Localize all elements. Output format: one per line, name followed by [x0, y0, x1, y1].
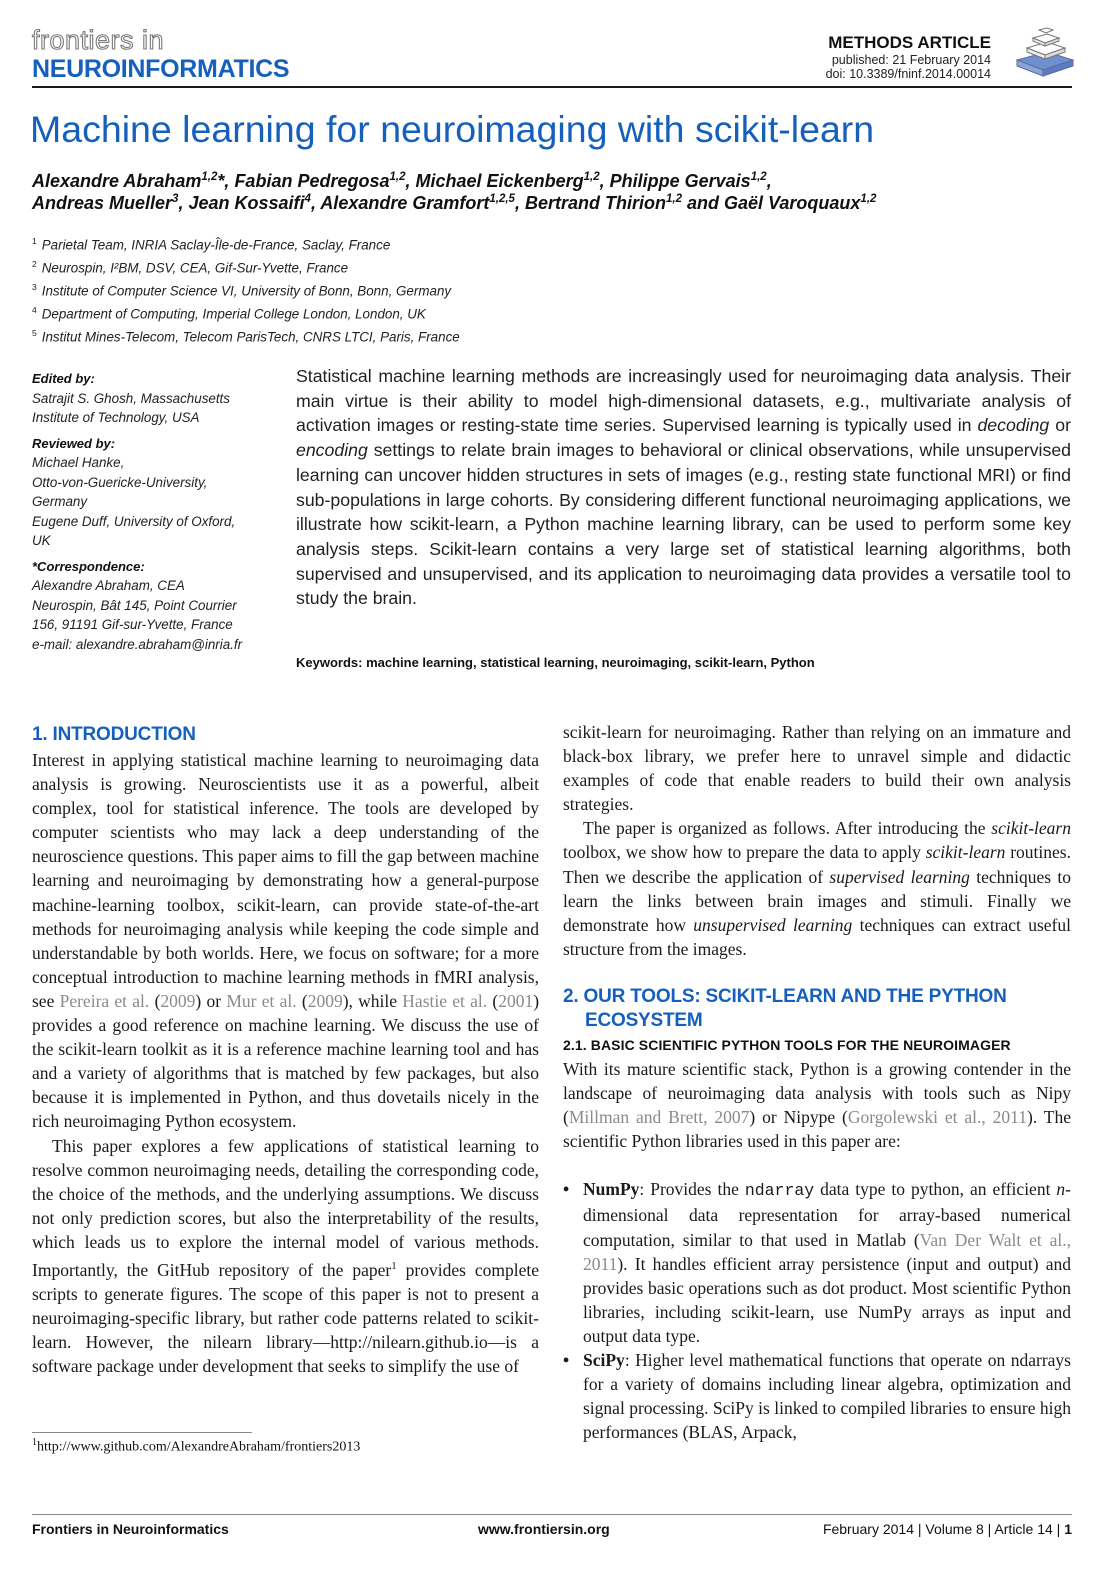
author: Philippe Gervais$^{1,2}$,	[609, 171, 772, 191]
stacked-layers-logo	[1013, 26, 1075, 78]
footer-issue-info: February 2014 | Volume 8 | Article 14 | 1	[822, 1521, 1072, 1537]
edited-by-label: Edited by:	[32, 371, 95, 386]
author: Gaël Varoquaux$^{1,2}$	[724, 193, 877, 213]
doi: doi: 10.3389/fninf.2014.00014	[825, 67, 991, 81]
correspondence-label: *Correspondence:	[32, 558, 145, 574]
affiliation-list	[32, 232, 460, 347]
citation-link[interactable]: Hastie et al.	[402, 990, 488, 1011]
correspondence-line: 156, 91191 Gif-sur-Yvette, France	[32, 617, 233, 632]
footnote: $^1$http://www.github.com/AlexandreAbraham/frontiers2013	[32, 1437, 361, 1455]
author: Alexandre Gramfort$^{1,2,5}$,	[320, 193, 520, 213]
correspondence-line: Alexandre Abraham, CEA	[32, 578, 185, 593]
list-item: • SciPy: Higher level mathematical functions that operate on ndarrays for a variety of domains including linear algebra, optimization and signal processing. SciPy is linked to compiled libraries to ensure high performances (BLAS, Arpack,	[563, 1350, 1071, 1443]
author: Andreas Mueller$^3$,	[32, 193, 184, 213]
article-type: METHODS ARTICLE	[828, 33, 991, 52]
author: Fabian Pedregosa$^{1,2}$,	[234, 171, 411, 191]
affiliation: $^4$ Department of Computing, Imperial College London, London, UK	[32, 304, 426, 322]
footer-journal: Frontiers in Neuroinformatics	[32, 1521, 229, 1537]
paragraph: With its mature scientific stack, Python is a growing contender in the landscape of neuroimaging data analysis with tools such as Nipy (Millman and Brett, 2007) or Nipype (Gorgolewski et al., 2011). The scientific Python libraries used in this paper are:	[563, 1059, 1071, 1152]
citation-link[interactable]: Mur et al.	[226, 990, 297, 1011]
citation-link[interactable]: 2009	[307, 990, 343, 1011]
editorial-sidebar	[32, 369, 267, 654]
citation-link[interactable]: Millman and Brett, 2007	[568, 1107, 750, 1128]
paragraph: The paper is organized as follows. After introducing the scikit-learn toolbox, we show how to prepare the data to apply scikit-learn routines. Then we describe the application of supervised learning techniques to learn the links between brain images and stimuli. Finally we demonstrate how unsupervised learning techniques can extract useful structure from the images.	[563, 818, 1071, 959]
right-column-body-top	[563, 720, 1071, 961]
bullet-icon: •	[563, 1350, 570, 1371]
affiliation: $^5$ Institut Mines-Telecom, Telecom ParisTech, CNRS LTCI, Paris, France	[32, 327, 460, 345]
reviewer-line: Michael Hanke,	[32, 455, 125, 470]
editor-line: Institute of Technology, USA	[32, 410, 200, 425]
footer-divider	[32, 1514, 1072, 1515]
author-list	[32, 170, 1082, 214]
citation-link[interactable]: 2009	[160, 990, 196, 1011]
footnote-url[interactable]: http://www.github.com/AlexandreAbraham/frontiers2013	[37, 1439, 361, 1455]
affiliation: $^1$ Parietal Team, INRIA Saclay-Île-de-France, Saclay, France	[32, 236, 391, 253]
affiliation: $^2$ Neurospin, I²BM, DSV, CEA, Gif-Sur-Yvette, France	[32, 258, 349, 276]
footnote-divider	[32, 1432, 252, 1433]
reviewer-line: Eugene Duff, University of Oxford,	[32, 513, 236, 529]
reviewed-by-label: Reviewed by:	[32, 435, 116, 451]
citation-link[interactable]: Pereira et al.	[59, 990, 150, 1011]
paragraph: This paper explores a few applications of statistical learning to resolve common neuroimaging needs, detailing the corresponding code, the choice of the methods, and the underlying assumptions. We discuss not only prediction scores, but also the interpretability of the results, which leads us to explore the internal model of various methods. Importantly, the GitHub repository of the paper$^1$ provides complete scripts to generate figures. The scope of this paper is not to present a neuroimaging-specific library, but rather code patterns related to scikit-learn. However, the nilearn library—http://nilearn.github.io—is a software package under development that seeks to simplify the use of	[32, 1135, 540, 1377]
citation-link[interactable]: Gorgolewski et al., 2011	[847, 1107, 1027, 1128]
subsection-heading: 2.1. BASIC SCIENTIFIC PYTHON TOOLS FOR THE NEUROIMAGER	[563, 1037, 1011, 1053]
author: Jean Kossaifi$^4$,	[188, 193, 316, 213]
header-divider	[32, 86, 1072, 88]
citation-link[interactable]: 2001	[498, 990, 534, 1011]
author: Alexandre Abraham$^{1,2}$*,	[32, 171, 230, 191]
page-number: 1	[1064, 1521, 1072, 1537]
footnote-marker[interactable]: 1	[391, 1259, 397, 1272]
citation-link[interactable]: Van Der Walt et al., 2011	[583, 1229, 1071, 1274]
abstract: Statistical machine learning methods are increasingly used for neuroimaging data analysis. Their main virtue is their ability to model high-dimensional datasets, e.g., multivariate analysis of activation images or resting-state time series. Supervised learning is typically used in decoding or encoding settings to relate brain images to behavioral or clinical observations, while unsupervised learning can uncover hidden structures in sets of images (e.g., resting state functional MRI) or find sub-populations in large cohorts. By considering different functional neuroimaging applications, we illustrate how scikit-learn, a Python machine learning library, can be used to perform some key analysis steps. Scikit-learn contains a very large set of statistical learning algorithms, both supervised and unsupervised, and its application to neuroimaging data provides a versatile tool to study the brain.	[296, 366, 1071, 609]
editor-line: Satrajit S. Ghosh, Massachusetts	[32, 390, 230, 406]
right-column-body-bottom	[563, 1057, 1071, 1444]
published-date: published: 21 February 2014	[831, 53, 991, 67]
left-column-body	[32, 748, 539, 1378]
keywords: Keywords: machine learning, statistical learning, neuroimaging, scikit-learn, Python	[296, 655, 815, 670]
journal-name-prefix: frontiers in	[32, 25, 165, 55]
correspondence-email[interactable]: e-mail: alexandre.abraham@inria.fr	[32, 636, 243, 652]
section-heading-introduction: 1. INTRODUCTION	[32, 724, 196, 745]
list-item: • NumPy: Provides the ndarray data type to python, an efficient n-dimensional data representation for array-based numerical computation, similar to that used in Matlab (Van Der Walt et al., 2011). It handles efficient array persistence (input and output) and provides basic operations such as dot product. Most scientific Python libraries, including scikit-learn, use NumPy arrays as input and output data type.	[563, 1179, 1071, 1346]
paragraph: Interest in applying statistical machine learning to neuroimaging data analysis is growing. Neuroscientists use it as a powerful, albeit complex, tool for statistical inference. The tools are developed by computer scientists who may lack a deep understanding of the neuroscience questions. This paper aims to fill the gap between machine learning and neuroimaging by demonstrating how a general-purpose machine-learning toolbox, scikit-learn, can provide state-of-the-art methods for neuroimaging analysis while keeping the code simple and understandable by both worlds. Here, we focus on software; for a more conceptual introduction to machine learning methods in fMRI analysis, see Pereira et al. (2009) or Mur et al. (2009), while Hastie et al. (2001) provides a good reference on machine learning. We discuss the use of the scikit-learn toolkit as it is a reference machine learning tool and has and a variety of algorithms that is matched by few packages, but also because it is implemented in Python, and thus dovetails nicely in the rich neuroimaging Python ecosystem.	[32, 750, 540, 1132]
author: Michael Eickenberg$^{1,2}$,	[415, 171, 605, 191]
paragraph: scikit-learn for neuroimaging. Rather than relying on an immature and black-box library, we prefer here to unravel simple and didactic examples of code that enable readers to build their own analysis strategies.	[563, 722, 1071, 815]
reviewer-line: UK	[32, 533, 51, 548]
author: Bertrand Thirion$^{1,2}$ and	[524, 193, 720, 213]
reviewer-line: Otto-von-Guericke-University,	[32, 474, 208, 490]
bullet-icon: •	[563, 1179, 570, 1200]
affiliation: $^3$ Institute of Computer Science VI, University of Bonn, Bonn, Germany	[32, 281, 452, 299]
journal-name: NEUROINFORMATICS	[32, 55, 290, 83]
section-heading-tools: 2. OUR TOOLS: SCIKIT-LEARN AND THE PYTHON ECOSYSTEM	[563, 986, 1007, 1031]
reviewer-line: Germany	[32, 494, 88, 509]
paper-title: Machine learning for neuroimaging with scikit-learn	[30, 108, 875, 150]
footer-website[interactable]: www.frontiersin.org	[478, 1521, 610, 1537]
correspondence-line: Neurospin, Bât 145, Point Courrier	[32, 597, 237, 613]
